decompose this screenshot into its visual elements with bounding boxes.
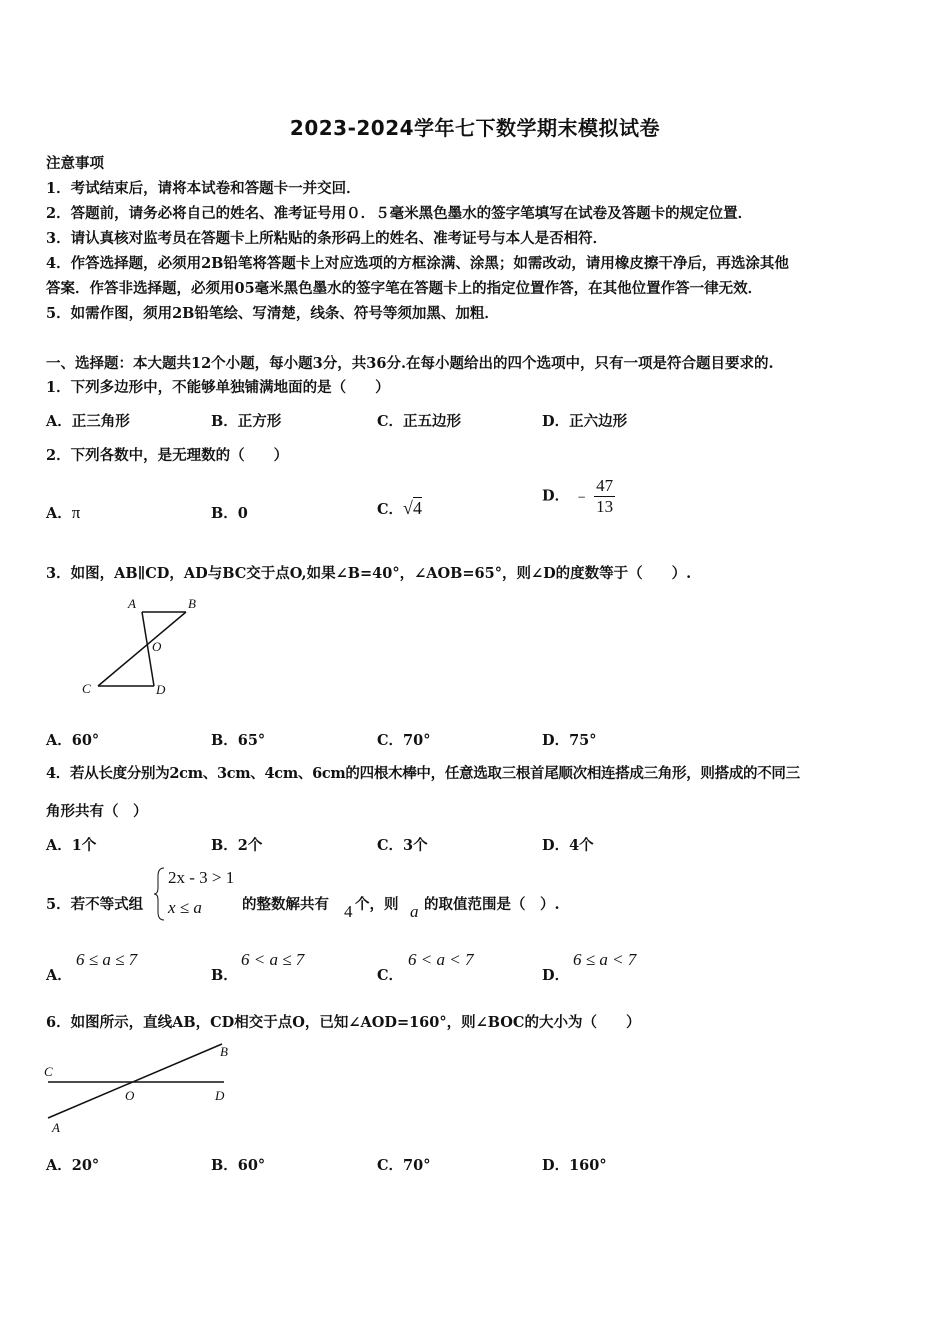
q2-option-d: D． ﹣ $\frac{47}{13}$: [542, 476, 614, 516]
notice-item-1: 1．考试结束后，请将本试卷和答题卡一并交回．: [46, 180, 361, 197]
q3-option-a: A．60°: [46, 732, 100, 749]
q1-option-b: B．正方形: [211, 413, 282, 430]
question-1: 1．下列多边形中，不能够单独铺满地面的是（ ）: [46, 379, 390, 396]
label-o: O: [125, 1088, 135, 1103]
question-5-mid-1: 的整数解共有: [242, 896, 329, 913]
q2-option-b: B．0: [211, 505, 248, 522]
inequality-2: x ≤ a: [168, 898, 202, 917]
sqrt-symbol: √: [403, 498, 413, 518]
q2-option-c: C．√4: [377, 498, 422, 518]
q4-option-a: A．1个: [46, 837, 97, 854]
question-3: 3．如图，AB∥CD，AD与BC交于点O,如果∠B=40°，∠AOB=65°，则∠D的度数等于（ ）.: [46, 565, 692, 582]
label-b: B: [220, 1044, 228, 1059]
q4-option-c: C．3个: [377, 837, 428, 854]
label-o: O: [152, 639, 162, 654]
q4-option-b: B．2个: [211, 837, 263, 854]
q1-option-c: C．正五边形: [377, 413, 462, 430]
q5-option-a-label: A．: [46, 967, 72, 984]
q4-option-d: D．4个: [542, 837, 594, 854]
label-a: A: [52, 1120, 60, 1135]
q5-option-b-label: B．: [211, 967, 238, 984]
question-2: 2．下列各数中，是无理数的（ ）: [46, 447, 289, 464]
question-5-prefix: 5．若不等式组: [46, 896, 144, 913]
question-4-line-1: 4．若从长度分别为2cm、3cm、4cm、6cm的四根木棒中，任意选取三根首尾顺次相连搭成三角形，则搭成的不同三: [46, 765, 800, 782]
segment-bc: [98, 612, 186, 686]
q5-option-b: 6 < a ≤ 7: [241, 950, 305, 969]
label-a: A: [128, 596, 136, 611]
variable-a: a: [410, 902, 419, 921]
q6-figure: [40, 1038, 240, 1138]
q6-option-c: C．70°: [377, 1157, 431, 1174]
q6-option-d: D．160°: [542, 1157, 607, 1174]
fraction: $\frac{47}{13}$: [596, 476, 614, 516]
notice-item-4-cont: 答案．作答非选择题，必须用05毫米黑色墨水的签字笔在答题卡上的指定位置作答，在其他位置作答一律无效．: [46, 280, 763, 297]
q5-option-d: 6 ≤ a < 7: [573, 950, 637, 969]
q6-option-b: B．60°: [211, 1157, 266, 1174]
notice-item-4: 4．作答选择题，必须用2B铅笔将答题卡上对应选项的方框涂满、涂黑；如需改动，请用橡皮擦干净后，再选涂其他: [46, 255, 789, 272]
q5-option-c-label: C．: [377, 967, 404, 984]
label-d: D: [215, 1088, 225, 1103]
q3-option-c: C．70°: [377, 732, 431, 749]
question-6: 6．如图所示，直线AB，CD相交于点O，已知∠AOD=160°，则∠BOC的大小为（ ）: [46, 1014, 641, 1031]
question-4-line-2: 角形共有（ ）: [46, 803, 148, 820]
notice-heading: 注意事项: [46, 155, 104, 172]
page-title: 2023-2024学年七下数学期末模拟试卷: [289, 116, 661, 140]
q3-figure: [70, 594, 200, 704]
q6-option-a: A．20°: [46, 1157, 100, 1174]
q3-option-d: D．75°: [542, 732, 597, 749]
section-heading: 一、选择题：本大题共12个小题，每小题3分，共36分.在每小题给出的四个选项中，只有一项是符合题目要求的.: [46, 355, 774, 372]
q3-option-b: B．65°: [211, 732, 266, 749]
q5-option-d-label: D．: [542, 967, 570, 984]
line-ab: [48, 1044, 222, 1118]
notice-item-5: 5．如需作图，须用2B铅笔绘、写清楚，线条、符号等须加黑、加粗．: [46, 305, 499, 322]
label-c: C: [82, 681, 91, 696]
q5-option-a: 6 ≤ a ≤ 7: [76, 950, 138, 969]
solution-count: 4: [344, 902, 353, 921]
label-d: D: [156, 682, 166, 697]
question-5-suffix: 的取值范围是（ ）.: [424, 896, 560, 913]
inequality-1: 2x - 3 > 1: [168, 868, 235, 887]
q1-option-a: A．正三角形: [46, 413, 130, 430]
system-brace: [154, 866, 166, 922]
q1-option-d: D．正六边形: [542, 413, 628, 430]
notice-item-3: 3．请认真核对监考员在答题卡上所粘贴的条形码上的姓名、准考证号与本人是否相符．: [46, 230, 608, 247]
label-c: C: [44, 1064, 53, 1079]
question-5-mid-2: 个，则: [355, 896, 399, 913]
q5-option-c: 6 < a < 7: [408, 950, 474, 969]
label-b: B: [188, 596, 196, 611]
q2-option-a: A．π: [46, 503, 81, 522]
notice-item-2: 2．答题前，请务必将自己的姓名、准考证号用０．５毫米黑色墨水的签字笔填写在试卷及答题卡的规定位置．: [46, 205, 753, 222]
